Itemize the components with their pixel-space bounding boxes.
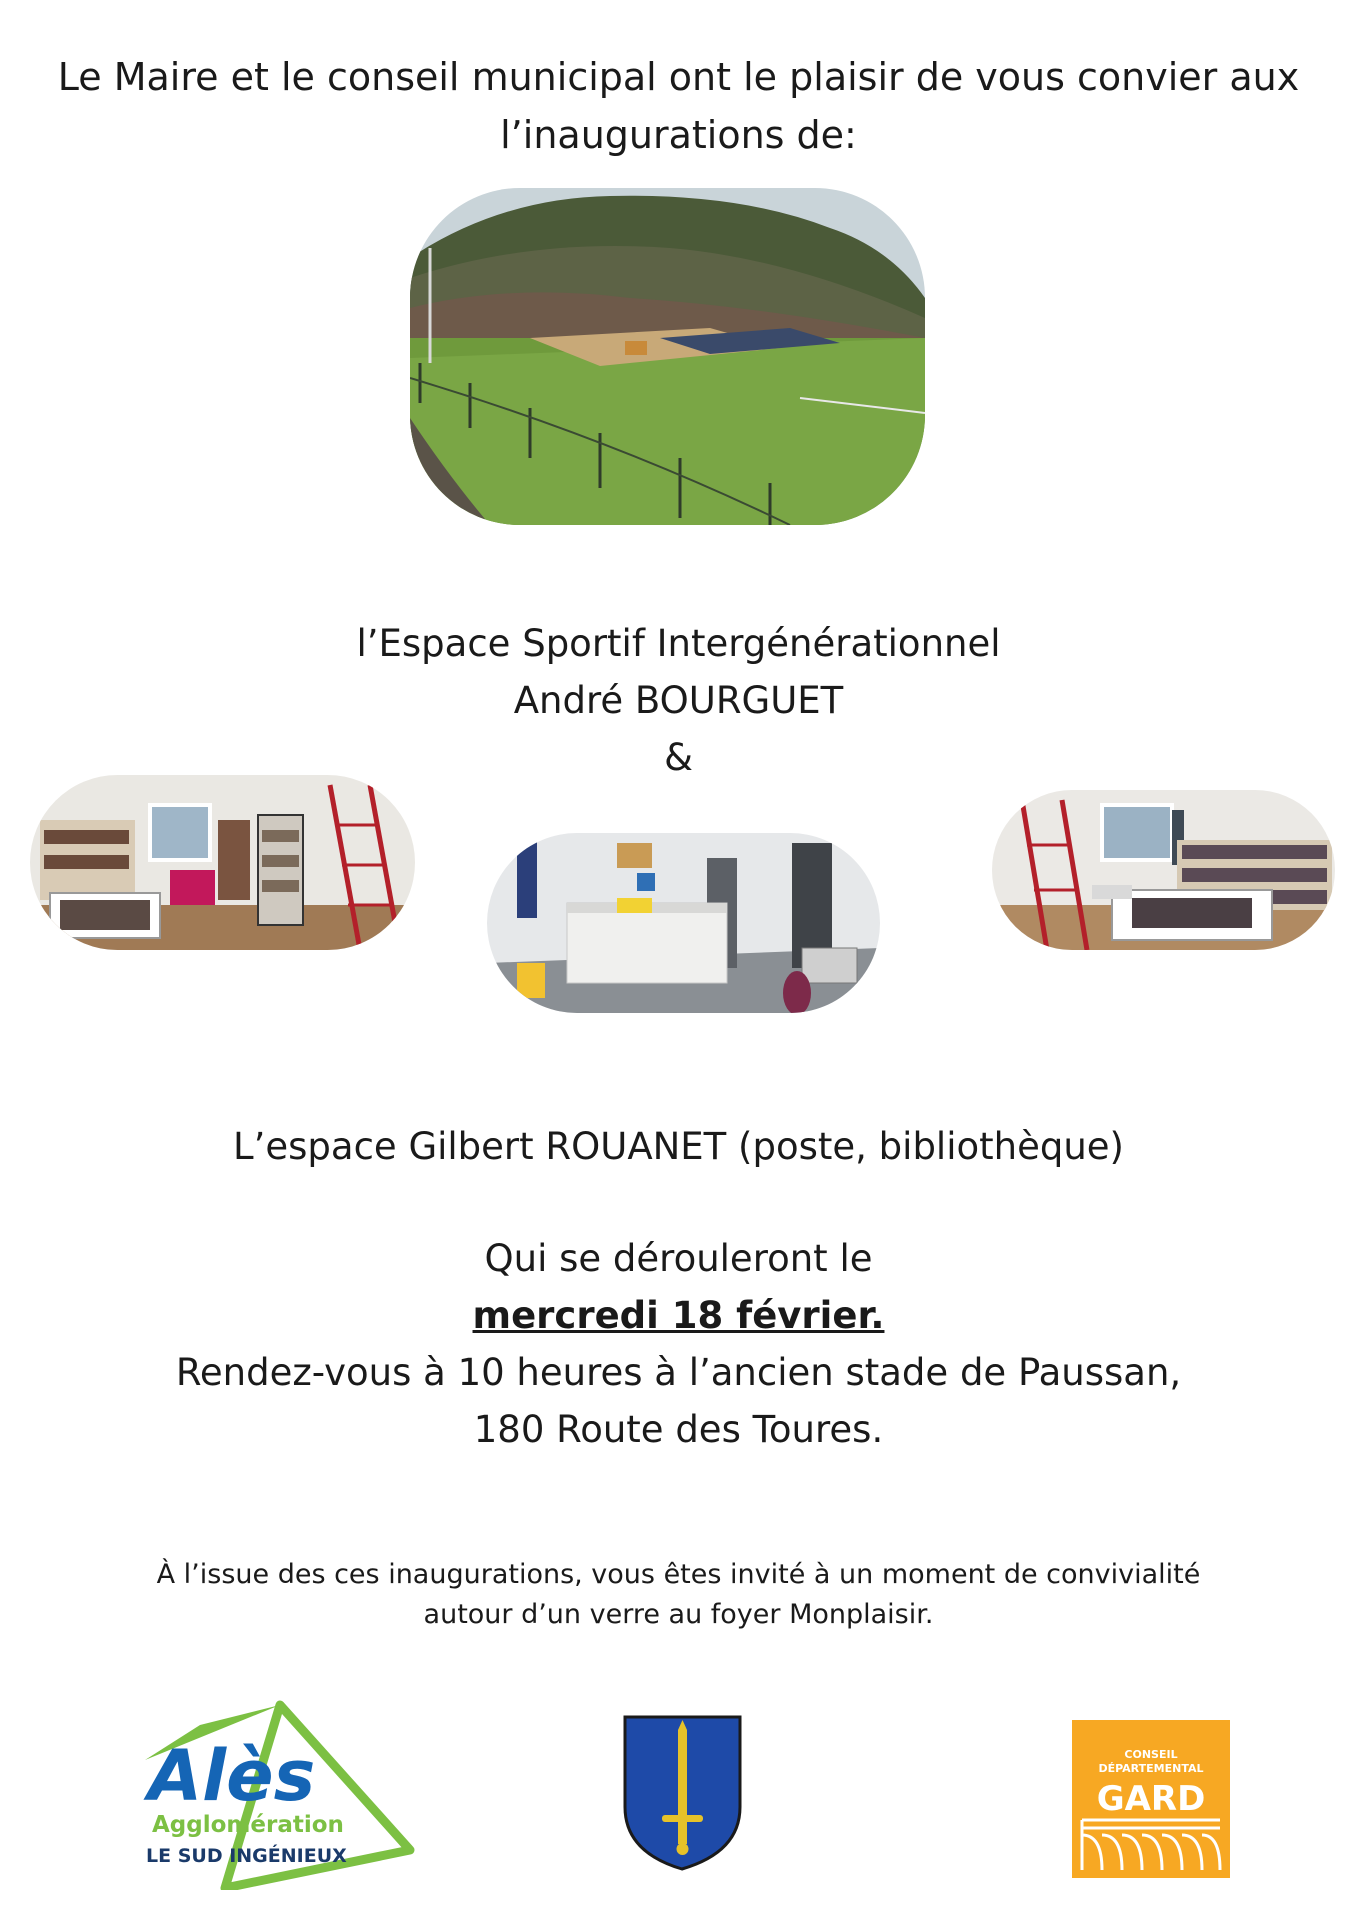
- venue-1-title: [0, 615, 1357, 786]
- footer-line-1: À l’issue des ces inaugurations, vous êtes invité à un moment de convivialité: [156, 1559, 1201, 1590]
- gard-logo-line-3: GARD: [1096, 1779, 1206, 1819]
- venue-1-line-2: André BOURGUET: [513, 679, 844, 722]
- library-photo-right: [992, 790, 1335, 950]
- schedule-block: [0, 1230, 1357, 1458]
- invitation-line-2: l’inaugurations de:: [500, 113, 857, 157]
- ales-logo-name: Alès: [148, 1735, 316, 1817]
- footer-note: [0, 1555, 1357, 1635]
- gard-departement-logo: [1072, 1720, 1230, 1878]
- venue-2-title: L’espace Gilbert ROUANET (poste, bibliothèque): [233, 1125, 1124, 1168]
- event-date: mercredi 18 février.: [472, 1294, 885, 1337]
- venue-1-ampersand: &: [664, 736, 693, 779]
- town-crest-logo: [620, 1712, 745, 1872]
- sports-field-photo: [410, 188, 925, 525]
- post-office-photo: [487, 833, 880, 1013]
- pont-du-gard-icon: [1082, 1820, 1220, 1870]
- ales-logo-sub-1: Agglomération: [152, 1812, 344, 1838]
- gard-logo-line-2: DÉPARTEMENTAL: [1098, 1762, 1204, 1775]
- invitation-heading: [0, 48, 1357, 164]
- schedule-line-3: Rendez-vous à 10 heures à l’ancien stade de Paussan,: [175, 1351, 1182, 1394]
- schedule-line-4: 180 Route des Toures.: [473, 1408, 884, 1451]
- ales-agglomeration-logo: [130, 1700, 420, 1890]
- schedule-line-1: Qui se dérouleront le: [484, 1237, 873, 1280]
- gard-logo-line-1: CONSEIL: [1124, 1748, 1178, 1761]
- venue-1-line-1: l’Espace Sportif Intergénérationnel: [356, 622, 1001, 665]
- footer-line-2: autour d’un verre au foyer Monplaisir.: [423, 1599, 934, 1630]
- library-photo-left: [30, 775, 415, 950]
- ales-logo-sub-2: LE SUD INGÉNIEUX: [146, 1845, 347, 1867]
- invitation-line-1: Le Maire et le conseil municipal ont le plaisir de vous convier aux: [57, 55, 1300, 99]
